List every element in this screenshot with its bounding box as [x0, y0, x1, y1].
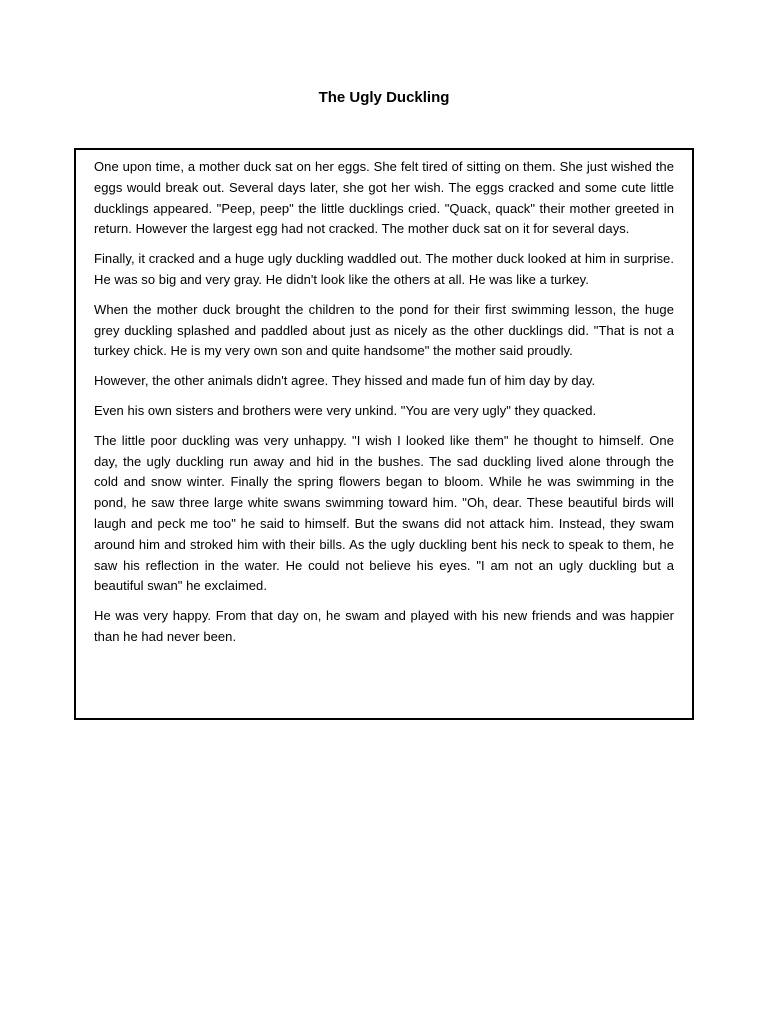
story-paragraph-7: He was very happy. From that day on, he swam and played with his new friends and was happier than he had never been.	[94, 608, 674, 644]
story-paragraph-3: When the mother duck brought the children to the pond for their first swimming lesson, the huge grey duckling splashed and paddled about just as nicely as the other ducklings did. "That is not a turkey chick. He is my very own son and quite handsome" the mother said proudly.	[94, 301, 674, 359]
story-text-box	[74, 148, 694, 720]
page-title: The Ugly Duckling	[318, 89, 450, 106]
story-paragraph-2: Finally, it cracked and a huge ugly duckling waddled out. The mother duck looked at him in surprise. He was so big and very gray. He didn't look like the others at all. He was like a turkey.	[94, 251, 674, 287]
story-paragraph-4: However, the other animals didn't agree. They hissed and made fun of him day by day.	[94, 373, 596, 389]
story-paragraph-1: One upon time, a mother duck sat on her eggs. She felt tired of sitting on them. She just wished the eggs would break out. Several days later, she got her wish. The eggs cracked and some cute little ducklings appeared. "Peep, peep" the little ducklings cried. "Quack, quack" their mother greeted in return. However the largest egg had not cracked. The mother duck sat on it for several days.	[94, 159, 674, 237]
story-paragraph-5: Even his own sisters and brothers were very unkind. "You are very ugly" they quacked.	[94, 402, 597, 418]
story-paragraph-6: The little poor duckling was very unhappy. "I wish I looked like them" he thought to himself. One day, the ugly duckling run away and hid in the bushes. The sad duckling lived alone through the cold and snow winter. Finally the spring flowers began to bloom. While he was swimming in the pond, he saw three large white swans swimming toward him. "Oh, dear. These beautiful birds will laugh and peck me too" he said to himself. But the swans did not attack him. Instead, they swam around him and stroked him with their bills. As the ugly duckling bent his neck to speak to them, he saw his reflection in the water. He could not believe his eyes. "I am not an ugly duckling but a beautiful swan" he exclaimed.	[94, 432, 674, 594]
